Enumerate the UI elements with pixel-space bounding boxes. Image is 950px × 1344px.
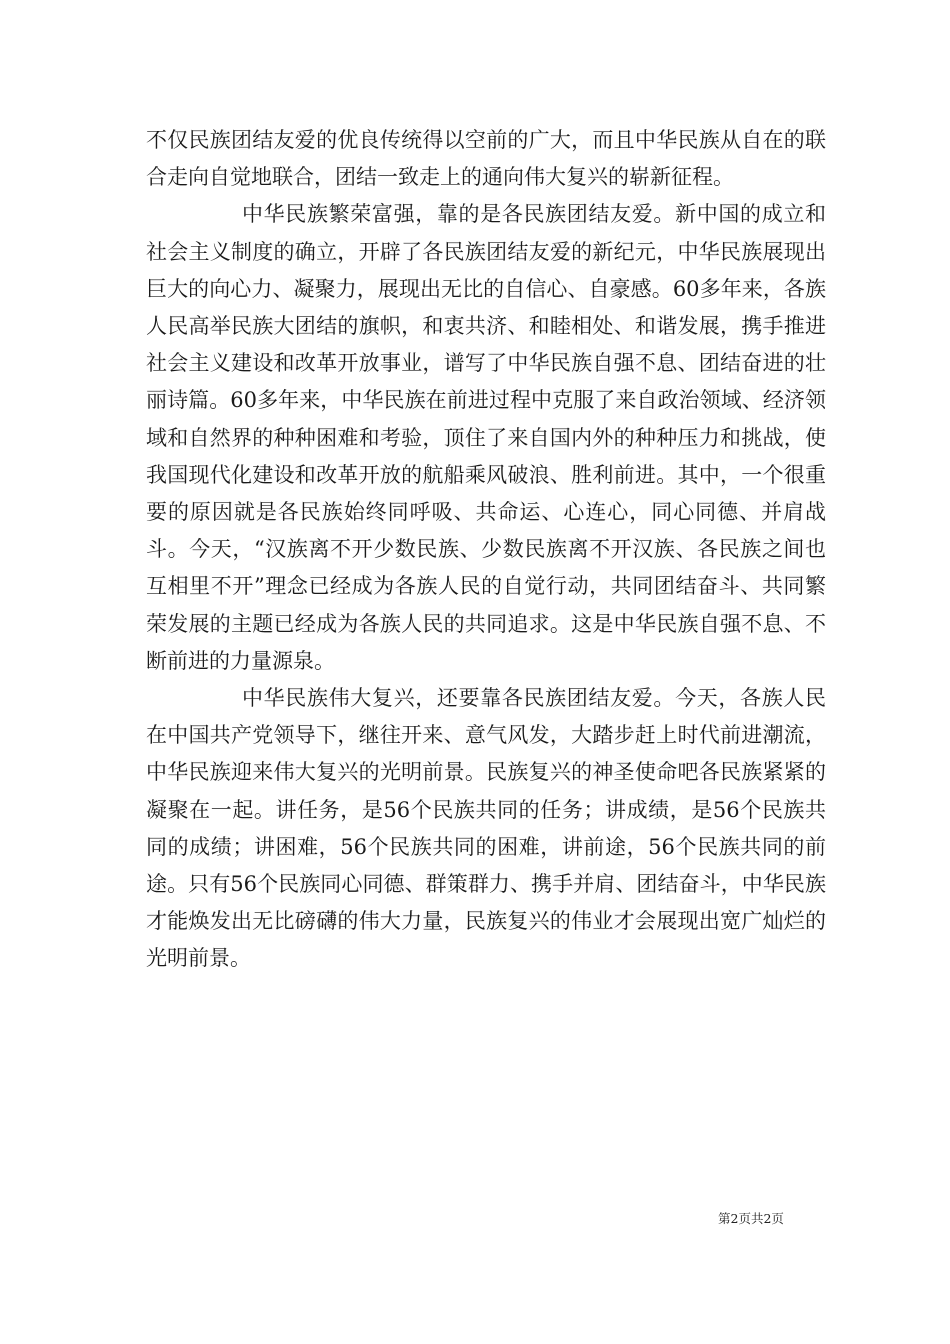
page-number-footer: 第2页共2页 — [718, 1211, 784, 1226]
document-body — [146, 122, 826, 978]
paragraph-continuation: 不仅民族团结友爱的优良传统得以空前的广大，而且中华民族从自在的联合走向自觉地联合，团结一致走上的通向伟大复兴的崭新征程。 — [146, 128, 826, 190]
paragraph-rejuvenation: 中华民族伟大复兴，还要靠各民族团结友爱。今天，各族人民在中国共产党领导下，继往开来、意气风发，大踏步赶上时代前进潮流，中华民族迎来伟大复兴的光明前景。民族复兴的神圣使命吧各民族紧紧的凝聚在一起。讲任务，是56个民族共同的任务；讲成绩，是56个民族共同的成绩；讲困难，56个民族共同的困难，讲前途，56个民族共同的前途。只有56个民族同心同德、群策群力、携手并肩、团结奋斗，中华民族才能焕发出无比磅礴的伟大力量，民族复兴的伟业才会展现出宽广灿烂的光明前景。 — [146, 686, 826, 971]
paragraph-prosperity: 中华民族繁荣富强，靠的是各民族团结友爱。新中国的成立和社会主义制度的确立，开辟了各民族团结友爱的新纪元，中华民族展现出巨大的向心力、凝聚力，展现出无比的自信心、自豪感。60多年来，各族人民高举民族大团结的旗帜，和衷共济、和睦相处、和谐发展，携手推进社会主义建设和改革开放事业，谱写了中华民族自强不息、团结奋进的壮丽诗篇。60多年来，中华民族在前进过程中克服了来自政治领域、经济领域和自然界的种种困难和考验，顶住了来自国内外的种种压力和挑战，使我国现代化建设和改革开放的航船乘风破浪、胜利前进。其中，一个很重要的原因就是各民族始终同呼吸、共命运、心连心，同心同德、并肩战斗。今天，“汉族离不开少数民族、少数民族离不开汉族、各民族之间也互相里不开”理念已经成为各族人民的自觉行动，共同团结奋斗、共同繁荣发展的主题已经成为各族人民的共同追求。这是中华民族自强不息、不断前进的力量源泉。 — [146, 202, 826, 673]
